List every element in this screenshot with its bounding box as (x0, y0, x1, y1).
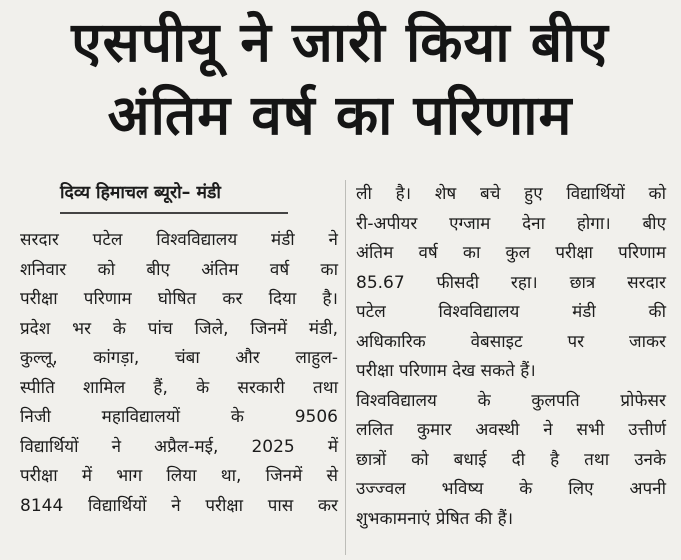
right-line-7: परीक्षा परिणाम देख सकते हैं। (356, 361, 536, 381)
byline: दिव्य हिमाचल ब्यूरो– मंडी (60, 180, 288, 214)
right-line-5: पटेल विश्वविद्यालय मंडी की (356, 302, 666, 322)
right-line-10: छात्रों को बधाई दी है तथा उनके (356, 449, 666, 470)
article-left-column (20, 180, 338, 521)
column-divider (345, 180, 346, 555)
left-line-4: प्रदेश भर के पांच जिले, जिनमें मंडी, (20, 318, 338, 339)
right-line-8: विश्वविद्यालय के कुलपति प्रोफेसर (356, 390, 666, 411)
left-line-5: कुल्लू, कांगड़ा, चंबा और लाहुल- (20, 348, 338, 368)
headline-line-1: एसपीयू ने जारी किया बीए (71, 10, 609, 74)
right-line-1: ली है। शेष बचे हुए विद्यार्थियों को (356, 184, 666, 204)
left-line-8: विद्यार्थियों ने अप्रैल-मई, 2025 में (20, 436, 338, 457)
headline (10, 6, 670, 152)
right-line-9: ललित कुमार अवस्थी ने सभी उत्तीर्ण (356, 420, 666, 440)
left-line-10: 8144 विद्यार्थियों ने परीक्षा पास कर (20, 495, 338, 516)
article-right-column (356, 180, 666, 534)
right-line-6: अधिकारिक वेबसाइट पर जाकर (356, 331, 666, 352)
headline-line-2: अंतिम वर्ष का परिणाम (107, 83, 573, 147)
left-line-2: शनिवार को बीए अंतिम वर्ष का (20, 259, 338, 280)
left-line-3: परीक्षा परिणाम घोषित कर दिया है। (20, 289, 338, 309)
left-line-9: परीक्षा में भाग लिया था, जिनमें से (20, 466, 338, 486)
right-line-12: शुभकामनाएं प्रेषित की हैं। (356, 508, 514, 529)
right-line-2: री-अपीयर एग्जाम देना होगा। बीए (356, 213, 666, 234)
left-line-6: स्पीति शामिल हैं, के सरकारी तथा (20, 377, 338, 398)
left-line-1: सरदार पटेल विश्वविद्यालय मंडी ने (20, 230, 338, 250)
right-line-3: अंतिम वर्ष का कुल परीक्षा परिणाम (356, 243, 666, 263)
left-line-7: निजी महाविद्यालयों के 9506 (20, 407, 338, 427)
right-line-11: उज्ज्वल भविष्य के लिए अपनी (356, 479, 666, 499)
right-line-4: 85.67 फीसदी रहा। छात्र सरदार (356, 272, 666, 293)
